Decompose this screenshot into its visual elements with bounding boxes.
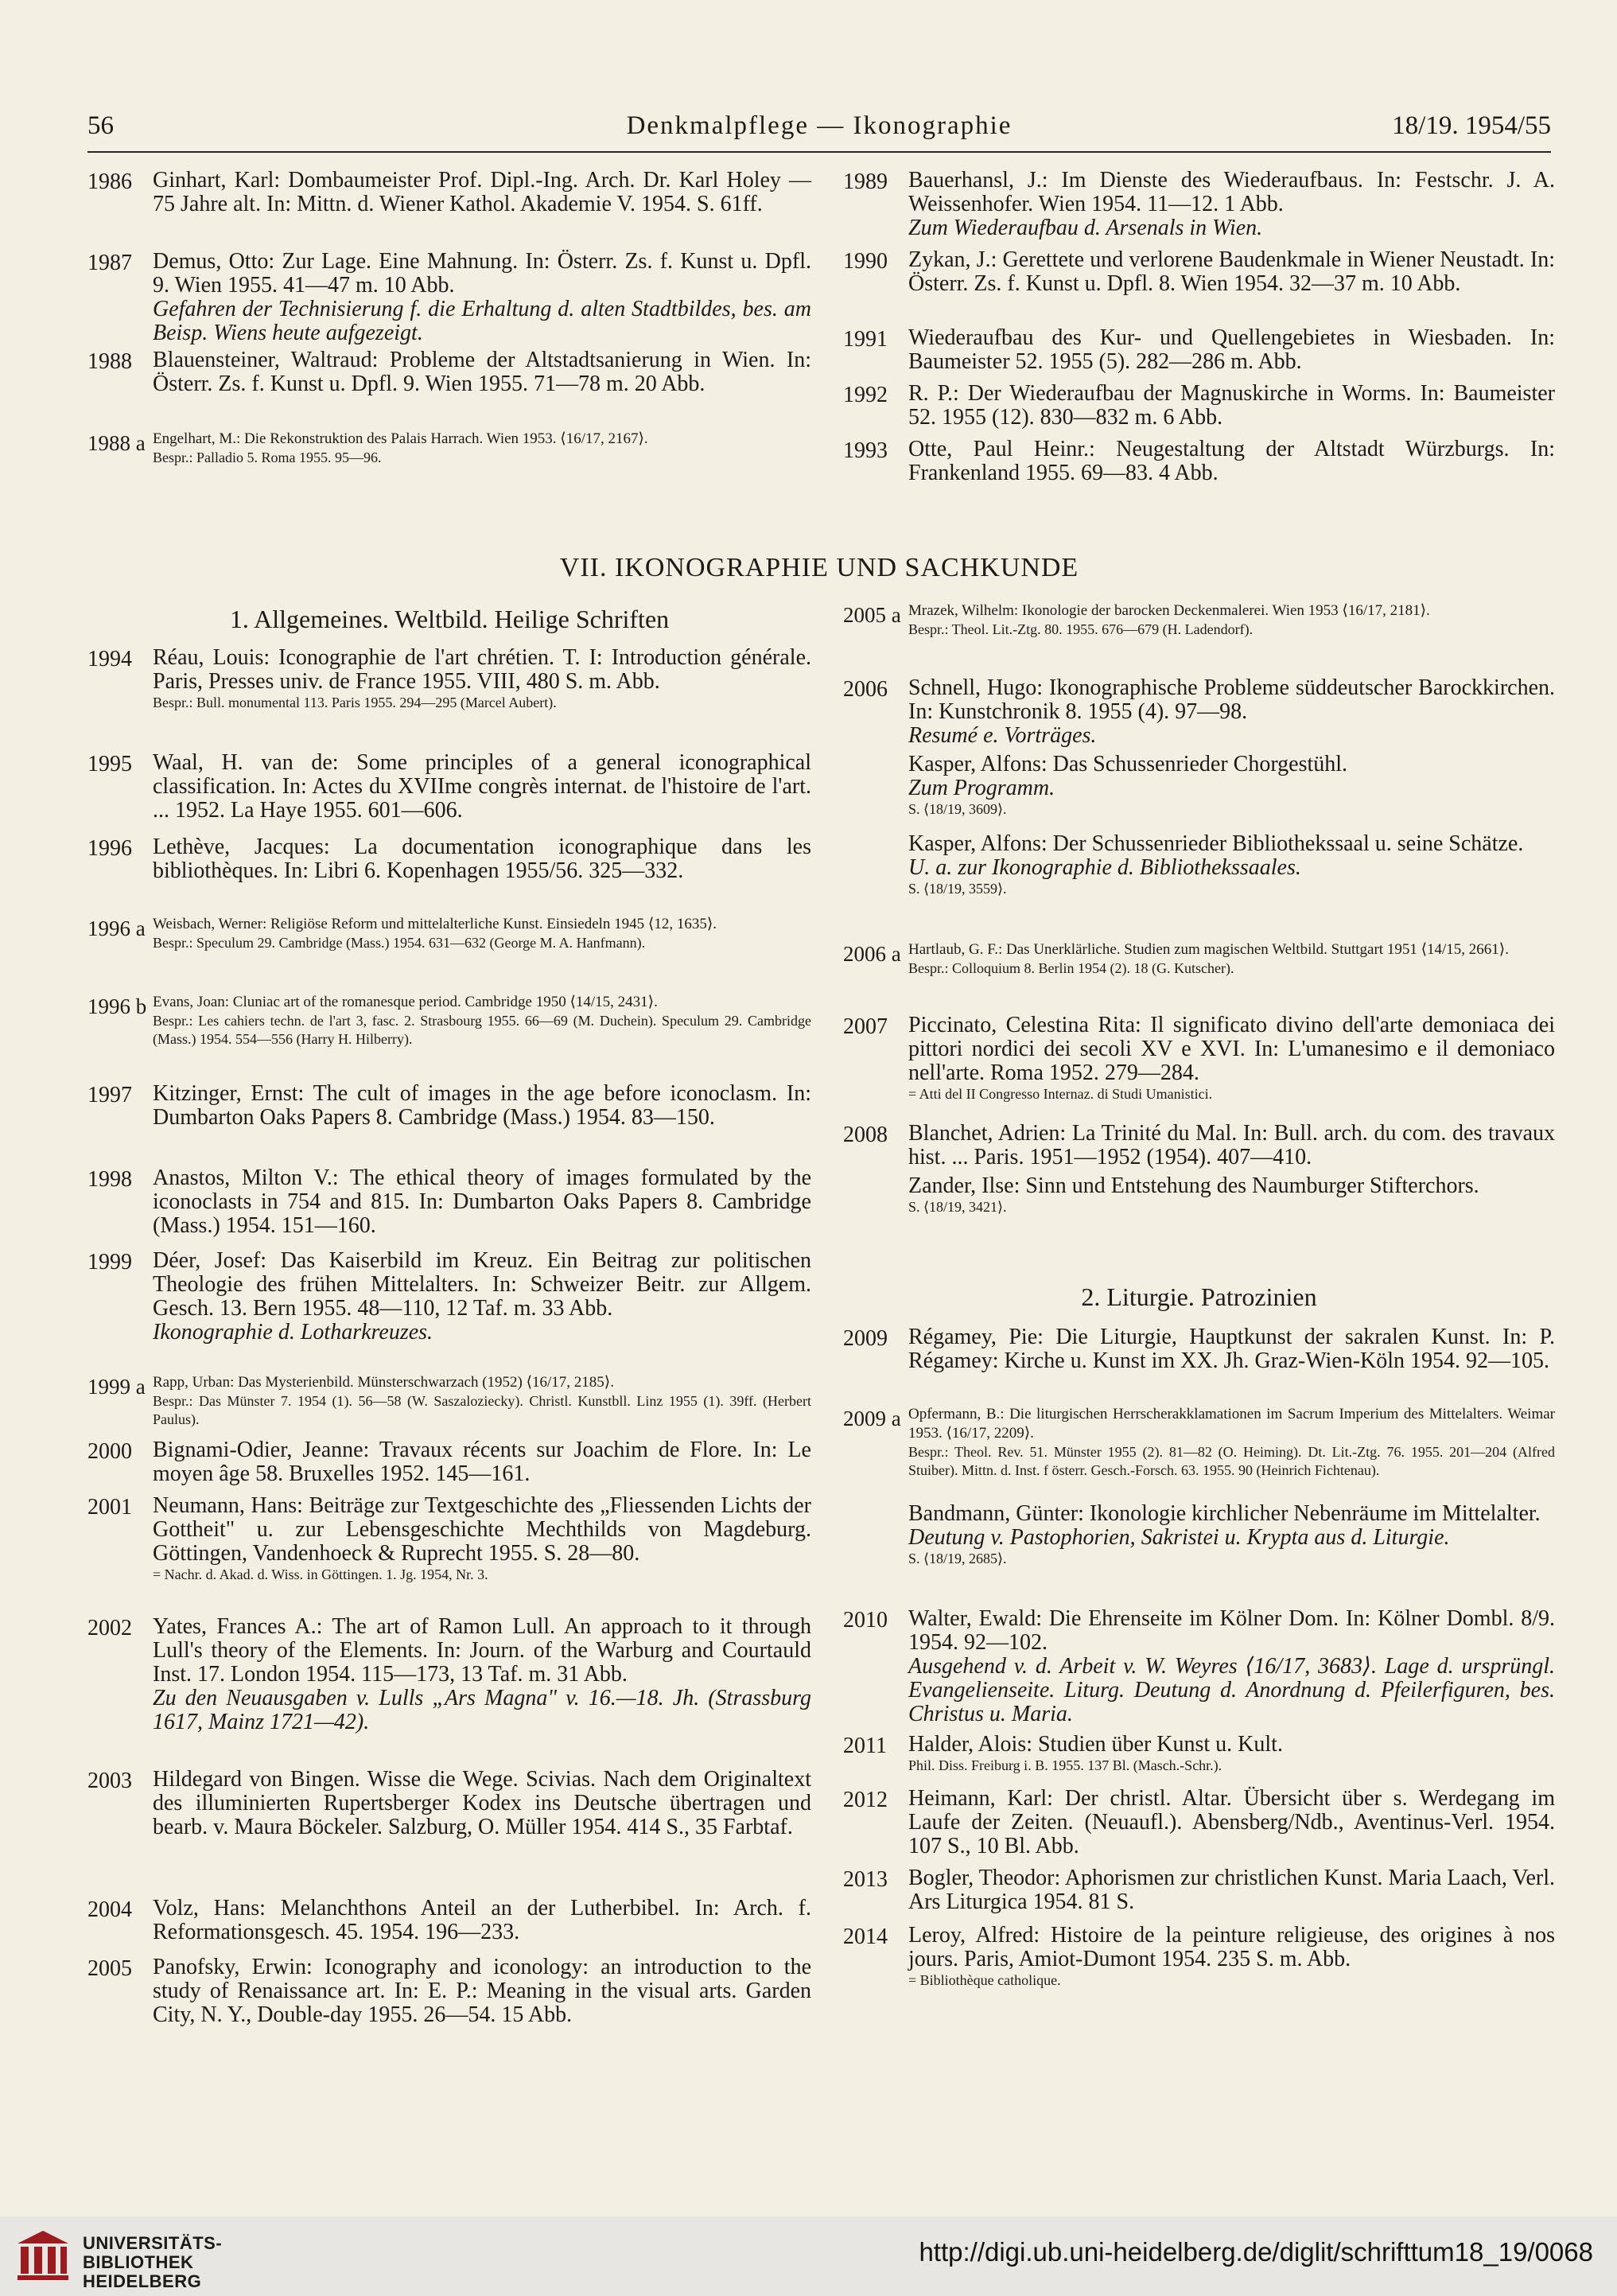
entry-text: Yates, Frances A.: The art of Ramon Lull. An approach to it through Lull's theory of the Elements. In: Journ. of the Warburg and Courtauld Inst. 17. London 1954. 115—173, 13 Taf. m. 31 Abb. bbox=[153, 1614, 811, 1687]
entry-number: 1988 bbox=[87, 349, 132, 374]
entry-text: Blauensteiner, Waltraud: Probleme der Altstadtsanierung in Wien. In: Österr. Zs. f. Kunst u. Dpfl. 9. Wien 1955. 71—78 m. 20 Abb. bbox=[153, 348, 811, 396]
entry-text: Bauerhansl, J.: Im Dienste des Wiederaufbaus. In: Festschr. J. A. Weissenhofer. Wien 1954. 11—12. 1 Abb. bbox=[908, 168, 1555, 216]
entry-text: Panofsky, Erwin: Iconography and iconology: an introduction to the study of Renaissance art. In: E. P.: Meaning in the visual arts. Garden City, N. Y., Double-day 1955. 26—54. 15 Abb. bbox=[153, 1955, 811, 2027]
bib-entry-1998 bbox=[87, 1166, 811, 1238]
entry-number: 2012 bbox=[843, 1788, 888, 1812]
bib-entry-2008 bbox=[843, 1122, 1555, 1169]
running-head bbox=[87, 111, 1551, 143]
bib-entry-kasper-bibliothekssaal bbox=[843, 832, 1555, 898]
entry-text: Volz, Hans: Melanchthons Anteil an der Lutherbibel. In: Arch. f. Reformationsgesch. 45. 1954. 196—233. bbox=[153, 1896, 811, 1944]
entry-number: 1989 bbox=[843, 169, 888, 194]
entry-review: Bespr.: Speculum 29. Cambridge (Mass.) 1954. 631—632 (George M. A. Hanfmann). bbox=[153, 935, 646, 951]
entry-text: Halder, Alois: Studien über Kunst u. Kult. bbox=[908, 1732, 1283, 1757]
entry-number: 1994 bbox=[87, 647, 132, 671]
bib-entry-2014 bbox=[843, 1924, 1555, 1990]
entry-crossref: S. ⟨18/19, 3421⟩. bbox=[908, 1199, 1007, 1215]
entry-review: = Nachr. d. Akad. d. Wiss. in Göttingen. 1. Jg. 1954, Nr. 3. bbox=[153, 1566, 488, 1582]
bib-entry-2011 bbox=[843, 1733, 1555, 1775]
bib-entry-2001 bbox=[87, 1494, 811, 1584]
entry-number: 2008 bbox=[843, 1123, 888, 1147]
bib-entry-1988 bbox=[87, 348, 811, 396]
bib-entry-2006a bbox=[843, 940, 1555, 978]
entry-text: Demus, Otto: Zur Lage. Eine Mahnung. In: Österr. Zs. f. Kunst u. Dpfl. 9. Wien 1955. 41—47 m. 10 Abb. bbox=[153, 249, 811, 298]
bib-entry-1996a bbox=[87, 915, 811, 952]
entry-text: Bignami-Odier, Jeanne: Travaux récents sur Joachim de Flore. In: Le moyen âge 58. Bruxelles 1952. 145—161. bbox=[153, 1438, 811, 1486]
bib-entry-2013 bbox=[843, 1866, 1555, 1914]
bib-entry-2005a bbox=[843, 601, 1555, 639]
entry-annotation: Zum Programm. bbox=[908, 776, 1055, 800]
entry-text: Kasper, Alfons: Der Schussenrieder Bibliothekssaal u. seine Schätze. bbox=[908, 831, 1524, 856]
entry-review: Bespr.: Theol. Lit.-Ztg. 80. 1955. 676—679 (H. Ladendorf). bbox=[908, 621, 1254, 637]
entry-text: Kitzinger, Ernst: The cult of images in the age before iconoclasm. In: Dumbarton Oaks Papers 8. Cambridge (Mass.) 1954. 83—150. bbox=[153, 1081, 811, 1130]
entry-text: Régamey, Pie: Die Liturgie, Hauptkunst der sakralen Kunst. In: P. Régamey: Kirche u. Kunst im XX. Jh. Graz-Wien-Köln 1954. 92—105. bbox=[908, 1325, 1555, 1373]
entry-number: 1990 bbox=[843, 249, 888, 274]
entry-number: 1986 bbox=[87, 169, 132, 194]
entry-number: 1992 bbox=[843, 383, 888, 407]
entry-annotation: Gefahren der Technisierung f. die Erhaltung d. alten Stadtbildes, bes. am Beisp. Wiens heute aufgezeigt. bbox=[153, 297, 811, 345]
entry-number: 1999 a bbox=[87, 1375, 146, 1399]
page-number: 56 bbox=[87, 111, 114, 140]
bib-entry-2005 bbox=[87, 1955, 811, 2027]
bib-entry-1992 bbox=[843, 382, 1555, 430]
bib-entry-2002 bbox=[87, 1615, 811, 1734]
bib-entry-bandmann bbox=[843, 1502, 1555, 1568]
entry-number: 1988 a bbox=[87, 431, 146, 455]
entry-annotation: Resumé e. Vorträges. bbox=[908, 723, 1097, 748]
library-name-line: HEIDELBERG bbox=[83, 2271, 202, 2291]
subsection-heading: 2. Liturgie. Patrozinien bbox=[1081, 1282, 1317, 1311]
subsection-heading: 1. Allgemeines. Weltbild. Heilige Schriften bbox=[229, 605, 670, 633]
entry-text: Piccinato, Celestina Rita: Il significato divino dell'arte demoniaca dei pittori nordici dei secoli XV e XVI. In: L'umanesimo e il demoniaco nell'arte. Roma 1952. 279—284. bbox=[908, 1013, 1555, 1085]
bib-entry-2007 bbox=[843, 1014, 1555, 1103]
library-name-line: UNIVERSITÄTS- bbox=[83, 2233, 223, 2253]
header-rule bbox=[87, 151, 1551, 153]
entry-text: Wiederaufbau des Kur- und Quellengebietes in Wiesbaden. In: Baumeister 52. 1955 (5). 282—286 m. Abb. bbox=[908, 325, 1555, 374]
entry-text: Neumann, Hans: Beiträge zur Textgeschichte des „Fliessenden Lichts der Gottheit" u. zur Lebensgeschichte Mechthilds von Magdeburg. Göttingen, Vandenhoeck & Ruprecht 1955. S. 28—80. bbox=[153, 1493, 811, 1566]
entry-text: Zykan, J.: Gerettete und verlorene Baudenkmale in Wiener Neustadt. In: Österr. Zs. f. Kunst u. Dpfl. 8. Wien 1954. 32—37 m. 10 Abb. bbox=[908, 247, 1555, 296]
entry-number: 1996 bbox=[87, 836, 132, 861]
bib-entry-1991 bbox=[843, 326, 1555, 374]
entry-number: 1991 bbox=[843, 327, 888, 352]
entry-text: Réau, Louis: Iconographie de l'art chrétien. T. I: Introduction générale. Paris, Presses univ. de France 1955. VIII, 480 S. m. Abb. bbox=[153, 645, 811, 694]
entry-text: Rapp, Urban: Das Mysterienbild. Münsterschwarzach (1952) ⟨16/17, 2185⟩. bbox=[153, 1374, 614, 1391]
source-url-link[interactable]: http://digi.ub.uni-heidelberg.de/diglit/schrifttum18_19/0068 bbox=[919, 2237, 1593, 2267]
bib-entry-1988a bbox=[87, 430, 811, 467]
bib-entry-2000 bbox=[87, 1438, 811, 1486]
running-title: Denkmalpflege — Ikonographie bbox=[626, 111, 1013, 140]
entry-text: Walter, Ewald: Die Ehrenseite im Kölner Dom. In: Kölner Dombl. 8/9. 1954. 92—102. bbox=[908, 1606, 1555, 1655]
entry-text: Leroy, Alfred: Histoire de la peinture religieuse, des origines à nos jours. Paris, Amiot-Dumont 1954. 235 S. m. Abb. bbox=[908, 1923, 1555, 1971]
entry-number: 2006 a bbox=[843, 942, 901, 966]
bib-entry-2004 bbox=[87, 1897, 811, 1944]
entry-text: R. P.: Der Wiederaufbau der Magnuskirche in Worms. In: Baumeister 52. 1955 (12). 830—832 m. 6 Abb. bbox=[908, 381, 1555, 430]
library-name bbox=[83, 2234, 222, 2291]
entry-number: 1999 bbox=[87, 1250, 132, 1274]
entry-number: 2003 bbox=[87, 1769, 132, 1793]
entry-annotation: Deutung v. Pastophorien, Sakristei u. Krypta aus d. Liturgie. bbox=[908, 1525, 1450, 1550]
entry-number: 2011 bbox=[843, 1734, 887, 1758]
section-title: VII. IKONOGRAPHIE UND SACHKUNDE bbox=[559, 553, 1079, 582]
entry-number: 2009 a bbox=[843, 1407, 901, 1430]
entry-number: 1998 bbox=[87, 1167, 132, 1192]
entry-thesis-note: Phil. Diss. Freiburg i. B. 1955. 137 Bl. (Masch.-Schr.). bbox=[908, 1757, 1222, 1773]
entry-text: Hartlaub, G. F.: Das Unerklärliche. Studien zum magischen Weltbild. Stuttgart 1951 ⟨14/15, 2661⟩. bbox=[908, 941, 1509, 958]
entry-text: Anastos, Milton V.: The ethical theory of images formulated by the iconoclasts in 754 and 815. In: Dumbarton Oaks Papers 8. Cambridge (Mass.) 1954. 151—160. bbox=[153, 1166, 811, 1238]
bib-entry-1996b bbox=[87, 993, 811, 1049]
entry-annotation: Zum Wiederaufbau d. Arsenals in Wien. bbox=[908, 216, 1263, 240]
entry-annotation: Ausgehend v. d. Arbeit v. W. Weyres ⟨16/17, 3683⟩. Lage d. ursprüngl. Evangelienseite. Liturg. Deutung d. Anordnung d. Pfeilerfiguren, bes. Christus u. Maria. bbox=[908, 1654, 1555, 1726]
entry-number: 1987 bbox=[87, 251, 132, 275]
bib-entry-2009a bbox=[843, 1405, 1555, 1480]
bib-entry-1986 bbox=[87, 169, 811, 216]
entry-number: 1997 bbox=[87, 1083, 132, 1107]
entry-text: Bandmann, Günter: Ikonologie kirchlicher Nebenräume im Mittelalter. bbox=[908, 1501, 1541, 1526]
entry-number: 2007 bbox=[843, 1014, 888, 1039]
bib-entry-kasper-chorgestuehl bbox=[843, 753, 1555, 819]
entry-text: Kasper, Alfons: Das Schussenrieder Chorgestühl. bbox=[908, 752, 1348, 776]
entry-text: Mrazek, Wilhelm: Ikonologie der barocken Deckenmalerei. Wien 1953 ⟨16/17, 2181⟩. bbox=[908, 602, 1430, 619]
entry-text: Heimann, Karl: Der christl. Altar. Übersicht über s. Werdegang im Laufe der Zeiten. (Neuaufl.). Abensberg/Ndb., Aventinus-Verl. 1954. 107 S., 10 Bl. Abb. bbox=[908, 1786, 1555, 1858]
entry-number: 2014 bbox=[843, 1924, 888, 1949]
entry-number: 2005 a bbox=[843, 603, 901, 627]
entry-number: 1996 b bbox=[87, 994, 147, 1018]
entry-number: 2010 bbox=[843, 1608, 888, 1632]
entry-text: Schnell, Hugo: Ikonographische Probleme süddeutscher Barockkirchen. In: Kunstchronik 8. 1955 (4). 97—98. bbox=[908, 675, 1555, 724]
bib-entry-2003 bbox=[87, 1768, 811, 1839]
bib-entry-2012 bbox=[843, 1787, 1555, 1858]
entry-text: Lethève, Jacques: La documentation iconographique dans les bibliothèques. In: Libri 6. Kopenhagen 1955/56. 325—332. bbox=[153, 835, 811, 883]
entry-series: = Atti del II Congresso Internaz. di Studi Umanistici. bbox=[908, 1086, 1213, 1102]
entry-review: Bespr.: Theol. Rev. 51. Münster 1955 (2). 81—82 (O. Heiming). Dt. Lit.-Ztg. 76. 1955. 201—204 (Alfred Stuiber). Mittn. d. Inst. f österr. Gesch.-Forsch. 63. 1955. 90 (Heinrich Fichtenau). bbox=[908, 1444, 1555, 1478]
bib-entry-1995 bbox=[87, 751, 811, 823]
entry-text: Engelhart, M.: Die Rekonstruktion des Palais Harrach. Wien 1953. ⟨16/17, 2167⟩. bbox=[153, 430, 648, 447]
entry-review: Bespr.: Les cahiers techn. de l'art 3, fasc. 2. Strasbourg 1955. 66—69 (M. Duchein). Speculum 29. Cambridge (Mass.) 1954. 554—556 (Harry H. Hilberry). bbox=[153, 1013, 811, 1047]
bib-entry-1997 bbox=[87, 1082, 811, 1130]
bib-entry-1996 bbox=[87, 835, 811, 883]
entry-review: Bespr.: Das Münster 7. 1954 (1). 56—58 (W. Saszaloziecky). Christl. Kunstbll. Linz 1955 (1). 39ff. (Herbert Paulus). bbox=[153, 1393, 811, 1427]
entry-text: Déer, Josef: Das Kaiserbild im Kreuz. Ein Beitrag zur politischen Theologie des frühen Mittelalters. In: Schweizer Beitr. zur Allgem. Gesch. 13. Bern 1955. 48—110, 12 Taf. m. 33 Abb. bbox=[153, 1248, 811, 1321]
entry-review: Bespr.: Colloquium 8. Berlin 1954 (2). 18 (G. Kutscher). bbox=[908, 960, 1234, 976]
entry-text: Ginhart, Karl: Dombaumeister Prof. Dipl.-Ing. Arch. Dr. Karl Holey — 75 Jahre alt. In: Mittn. d. Wiener Kathol. Akademie V. 1954. S. 61ff. bbox=[153, 168, 811, 216]
entry-text: Evans, Joan: Cluniac art of the romanesque period. Cambridge 1950 ⟨14/15, 2431⟩. bbox=[153, 994, 658, 1010]
entry-annotation: U. a. zur Ikonographie d. Bibliothekssaales. bbox=[908, 855, 1301, 880]
bib-entry-2009 bbox=[843, 1325, 1555, 1373]
entry-crossref: S. ⟨18/19, 3559⟩. bbox=[908, 881, 1007, 897]
bib-entry-1990 bbox=[843, 248, 1555, 296]
entry-crossref: S. ⟨18/19, 2685⟩. bbox=[908, 1551, 1007, 1566]
entry-annotation: Ikonographie d. Lotharkreuzes. bbox=[153, 1320, 433, 1345]
entry-annotation: Zu den Neuausgaben v. Lulls „Ars Magna" v. 16.—18. Jh. (Strassburg 1617, Mainz 1721—42). bbox=[153, 1686, 811, 1734]
entry-number: 1995 bbox=[87, 752, 132, 776]
bib-entry-2010 bbox=[843, 1607, 1555, 1726]
bib-entry-zander bbox=[843, 1174, 1555, 1216]
bib-entry-1993 bbox=[843, 438, 1555, 485]
bib-entry-2006 bbox=[843, 676, 1555, 748]
entry-text: Hildegard von Bingen. Wisse die Wege. Scivias. Nach dem Originaltext des illuminierten Rupertsberger Kodex ins Deutsche übertragen und bearb. v. Maura Böckeler. Salzburg, O. Müller 1954. 414 S., 35 Farbtaf. bbox=[153, 1767, 811, 1839]
entry-review: Bespr.: Palladio 5. Roma 1955. 95—96. bbox=[153, 449, 382, 465]
bib-entry-1987 bbox=[87, 250, 811, 345]
bib-entry-1999a bbox=[87, 1373, 811, 1429]
entry-text: Waal, H. van de: Some principles of a general iconographical classification. In: Actes du XVIIme congrès internat. de l'histoire de l'art. ... 1952. La Haye 1955. 601—606. bbox=[153, 750, 811, 823]
entry-number: 1993 bbox=[843, 438, 888, 463]
bib-entry-1989 bbox=[843, 169, 1555, 240]
entry-number: 2006 bbox=[843, 677, 888, 702]
library-name-line: BIBLIOTHEK bbox=[83, 2252, 194, 2272]
entry-number: 2000 bbox=[87, 1439, 132, 1464]
entry-text: Bogler, Theodor: Aphorismen zur christlichen Kunst. Maria Laach, Verl. Ars Liturgica 1954. 81 S. bbox=[908, 1866, 1555, 1914]
entry-number: 2002 bbox=[87, 1616, 132, 1640]
entry-number: 1996 a bbox=[87, 916, 146, 940]
entry-text: Blanchet, Adrien: La Trinité du Mal. In: Bull. arch. du com. des travaux hist. ... Paris. 1951—1952 (1954). 407—410. bbox=[908, 1121, 1555, 1169]
university-library-logo-icon bbox=[14, 2228, 72, 2283]
volume-label: 18/19. 1954/55 bbox=[1392, 111, 1551, 140]
entry-number: 2004 bbox=[87, 1897, 132, 1922]
entry-number: 2009 bbox=[843, 1326, 888, 1351]
bib-entry-1994 bbox=[87, 646, 811, 712]
entry-number: 2001 bbox=[87, 1495, 132, 1520]
entry-text: Otte, Paul Heinr.: Neugestaltung der Altstadt Würzburgs. In: Frankenland 1955. 69—83. 4 Abb. bbox=[908, 437, 1555, 485]
entry-text: Opfermann, B.: Die liturgischen Herrscherakklamationen im Sacrum Imperium des Mittelalters. Weimar 1953. ⟨16/17, 2209⟩. bbox=[908, 1406, 1555, 1442]
entry-number: 2005 bbox=[87, 1956, 132, 1981]
entry-crossref: S. ⟨18/19, 3609⟩. bbox=[908, 801, 1007, 817]
entry-number: 2013 bbox=[843, 1867, 888, 1892]
bib-entry-1999 bbox=[87, 1249, 811, 1345]
entry-review: Bespr.: Bull. monumental 113. Paris 1955. 294—295 (Marcel Aubert). bbox=[153, 695, 557, 710]
entry-series: = Bibliothèque catholique. bbox=[908, 1972, 1061, 1988]
entry-text: Zander, Ilse: Sinn und Entstehung des Naumburger Stifterchors. bbox=[908, 1173, 1479, 1198]
entry-text: Weisbach, Werner: Religiöse Reform und mittelalterliche Kunst. Einsiedeln 1945 ⟨12, 1635⟩. bbox=[153, 916, 717, 932]
